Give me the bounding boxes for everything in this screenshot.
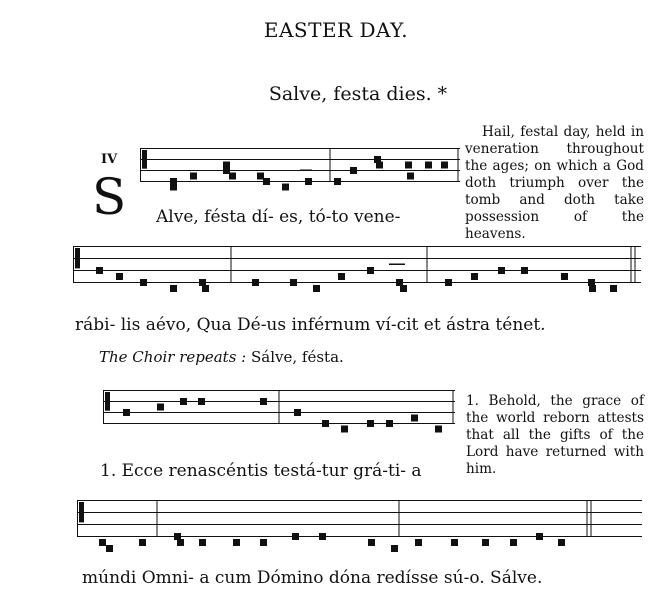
neume [415,539,422,546]
neume [471,273,478,280]
neume [260,398,267,405]
neume [170,285,177,292]
translation-2: 1. Behold, the grace of the world reborn attests that all the gifts of the Lord have returned with him. [466,393,644,477]
neume [290,279,297,286]
neume [536,533,543,540]
neume [313,285,320,292]
clef-mark [142,150,147,169]
staff-1 [140,146,460,192]
neume [157,404,164,411]
choir-repeats-rubric [99,348,344,366]
neume [123,409,130,416]
neume [368,539,375,546]
neume [367,267,374,274]
neume [435,426,442,433]
hymn-title: Salve, festa dies. * [268,83,448,105]
neume [170,184,177,191]
neume [229,173,236,180]
neume [558,539,565,546]
neume [386,420,393,427]
neume [445,279,452,286]
chant-lyric-line-1: Alve, fésta dí- es, tó-to vene- [156,207,401,227]
neume [180,398,187,405]
neume [425,162,432,169]
chant-lyric-line-3: 1. Ecce renascéntis testá-tur grá-ti- a [100,461,422,481]
neume [588,279,595,286]
mode-number: IV [101,152,118,167]
staff-3 [103,388,455,440]
staff-4 [77,498,642,558]
neume [99,539,106,546]
chant-lyric-line-4: múndi Omni- a cum Dómino dóna redísse sú-o. Sálve. [82,568,543,588]
neume [400,285,407,292]
neume [233,539,240,546]
clef-mark [105,392,110,411]
clef-mark [79,502,84,522]
neume [441,162,448,169]
neume [140,279,147,286]
neume [223,167,230,174]
neume [451,539,458,546]
translation-1-text: Hail, festal day, held in veneration throughout the ages; on which a God doth triumph over the tomb and doth take possession of the heavens. [465,124,644,242]
neume [116,273,123,280]
translation-1 [465,124,644,243]
neume [510,539,517,546]
neume [106,545,113,552]
neume [610,285,617,292]
episema-mark [300,170,312,172]
neume [199,279,206,286]
neume [260,539,267,546]
neume [561,273,568,280]
neume [482,539,489,546]
choir-repeats-label: The Choir repeats : [99,348,247,366]
neume [391,545,398,552]
neume [263,178,270,185]
neume [341,426,348,433]
neume [498,267,505,274]
neume [338,273,345,280]
drop-cap-initial: S [92,168,127,226]
neume [198,398,205,405]
neume [177,539,184,546]
neume [350,167,357,174]
neume [96,267,103,274]
neume [322,420,329,427]
neume [202,285,209,292]
neume [252,279,259,286]
neume [257,173,264,180]
neume [334,178,341,185]
neume [199,539,206,546]
neume [305,178,312,185]
neume [405,162,412,169]
neume [589,285,596,292]
neume [319,533,326,540]
neume [139,539,146,546]
clef-mark [75,248,80,268]
neume [407,173,414,180]
neume [282,184,289,191]
neume [367,420,374,427]
neume [396,279,403,286]
staff-2 [73,244,641,298]
neume [294,409,301,416]
chant-lyric-line-2: rábi- lis aévo, Qua Dé-us inférnum ví-cit et ástra ténet. [75,315,546,335]
neume [376,162,383,169]
neume [292,533,299,540]
neume [190,173,197,180]
page-title: EASTER DAY. [263,18,409,42]
neume [411,415,418,422]
episema-mark [389,264,405,266]
neume [521,267,528,274]
choir-repeats-text: Sálve, fésta. [251,348,344,366]
neume [174,533,181,540]
